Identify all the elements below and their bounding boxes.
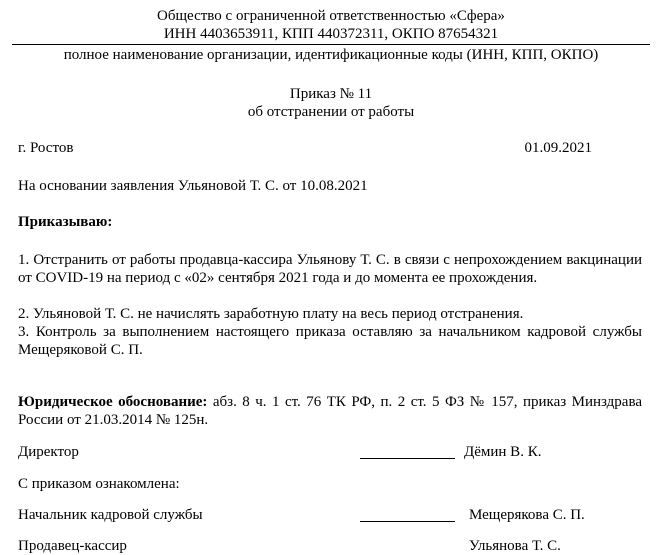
basis-line: На основании заявления Ульяновой Т. С. от 10.08.2021 (18, 178, 368, 194)
organization-underline (12, 44, 650, 45)
director-title: Директор (18, 444, 79, 460)
order-item-1: 1. Отстранить от работы продавца-кассира Ульянову Т. С. в связи с непрохождением вакцинации от COVID-19 на период с «02» сентября 2021 года и до момента ее прохождения. (18, 252, 642, 286)
organization-name: Общество с ограниченной ответственностью «Сфера» (157, 8, 505, 24)
order-date: 01.09.2021 (524, 140, 592, 156)
legal-basis-label: Юридическое обоснование: (18, 394, 208, 410)
organization-codes: ИНН 4403653911, КПП 440372311, ОКПО 87654321 (163, 26, 499, 42)
order-item-2: 2. Ульяновой Т. С. не начислять заработную плату на весь период отстранения. (18, 306, 524, 322)
order-number: Приказ № 11 (289, 86, 373, 102)
director-name: Дёмин В. К. (464, 444, 542, 460)
legal-basis (18, 393, 642, 429)
legal-basis-text: абз. 8 ч. 1 ст. 76 ТК РФ, п. 2 ст. 5 ФЗ № 157, приказ Минздрава России от 21.03.2014 № 125н. (18, 394, 642, 428)
hr-title: Начальник кадровой службы (18, 507, 203, 523)
organization-caption: полное наименование организации, идентификационные коды (ИНН, КПП, ОКПО) (63, 47, 599, 63)
acquainted-label: С приказом ознакомлена: (18, 476, 180, 492)
cashier-name: Ульянова Т. С. (469, 538, 561, 554)
hr-name: Мещерякова С. П. (469, 507, 585, 523)
cashier-title: Продавец-кассир (18, 538, 127, 554)
order-subject: об отстранении от работы (247, 104, 415, 120)
order-word: Приказываю: (18, 214, 113, 230)
hr-signature-line (360, 521, 455, 522)
order-item-3: 3. Контроль за выполнением настоящего приказа оставляю за начальником кадровой службы Мещеряковой С. П. (18, 324, 642, 358)
director-signature-line (360, 458, 455, 459)
city: г. Ростов (18, 140, 74, 156)
